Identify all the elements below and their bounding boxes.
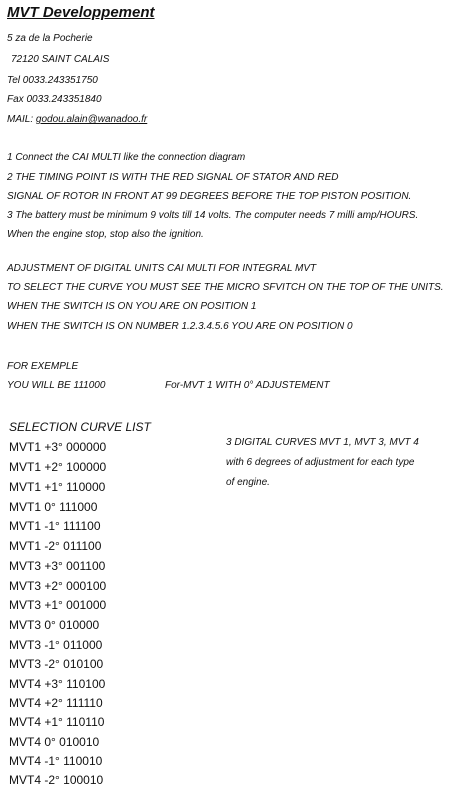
instruction-line: 1 Connect the CAI MULTI like the connection diagram	[7, 152, 246, 163]
instruction-line: 2 THE TIMING POINT IS WITH THE RED SIGNAL OF STATOR AND RED	[7, 172, 339, 183]
curve-item: MVT1 -2° 011100	[9, 539, 102, 553]
curves-note-line: with 6 degrees of adjustment for each type	[226, 457, 415, 468]
curve-item: MVT3 +3° 001100	[9, 559, 106, 573]
adjustment-line: TO SELECT THE CURVE YOU MUST SEE THE MICRO SFVITCH ON THE TOP OF THE UNITS.	[7, 282, 444, 293]
example-description: For-MVT 1 WITH 0° ADJUSTEMENT	[165, 380, 330, 391]
curves-note-line: of engine.	[226, 477, 270, 488]
curve-item: MVT4 +3° 110100	[9, 677, 106, 691]
curve-item: MVT3 +1° 001000	[9, 598, 107, 612]
address-line-2: 72120 SAINT CALAIS	[11, 54, 110, 65]
adjustment-line: ADJUSTMENT OF DIGITAL UNITS CAI MULTI FOR INTEGRAL MVT	[7, 263, 317, 274]
curve-item: MVT3 -2° 010100	[9, 657, 104, 671]
curve-item: MVT3 -1° 011000	[9, 638, 103, 652]
adjustment-line: WHEN THE SWITCH IS ON NUMBER 1.2.3.4.5.6 YOU ARE ON POSITION 0	[7, 321, 353, 332]
fax-number: Fax 0033.243351840	[7, 94, 102, 105]
instruction-line: SIGNAL OF ROTOR IN FRONT AT 99 DEGREES BEFORE THE TOP PISTON POSITION.	[7, 191, 412, 202]
curve-item: MVT1 +3° 000000	[9, 440, 107, 454]
instruction-line: 3 The battery must be minimum 9 volts till 14 volts. The computer needs 7 milli amp/HOURS.	[7, 210, 419, 221]
curve-item: MVT4 -2° 100010	[9, 773, 104, 787]
curve-item: MVT1 +1° 110000	[9, 480, 106, 494]
adjustment-line: WHEN THE SWITCH IS ON YOU ARE ON POSITION 1	[7, 301, 257, 312]
instruction-line: When the engine stop, stop also the ignition.	[7, 229, 204, 240]
phone-number: Tel 0033.243351750	[7, 75, 98, 86]
mail-label: MAIL:	[7, 114, 36, 125]
curve-item: MVT4 +2° 111110	[9, 696, 103, 710]
curve-item: MVT1 -1° 111100	[9, 519, 101, 533]
curve-item: MVT4 0° 010010	[9, 735, 100, 749]
address-line-1: 5 za de la Pocherie	[7, 33, 93, 44]
curves-note-line: 3 DIGITAL CURVES MVT 1, MVT 3, MVT 4	[226, 437, 419, 448]
curve-item: MVT3 +2° 000100	[9, 579, 107, 593]
selection-curve-title: SELECTION CURVE LIST	[9, 420, 151, 434]
example-value: YOU WILL BE 111000	[7, 380, 106, 391]
curve-item: MVT1 +2° 100000	[9, 460, 107, 474]
curve-item: MVT4 +1° 110110	[9, 715, 105, 729]
example-heading: FOR EXEMPLE	[7, 361, 79, 372]
curve-item: MVT3 0° 010000	[9, 618, 100, 632]
company-title: MVT Developpement	[7, 4, 155, 21]
email-link[interactable]: godou.alain@wanadoo.fr	[35, 114, 148, 125]
mail-line	[7, 114, 147, 126]
curve-item: MVT4 -1° 110010	[9, 754, 103, 768]
curve-item: MVT1 0° 111000	[9, 500, 98, 514]
